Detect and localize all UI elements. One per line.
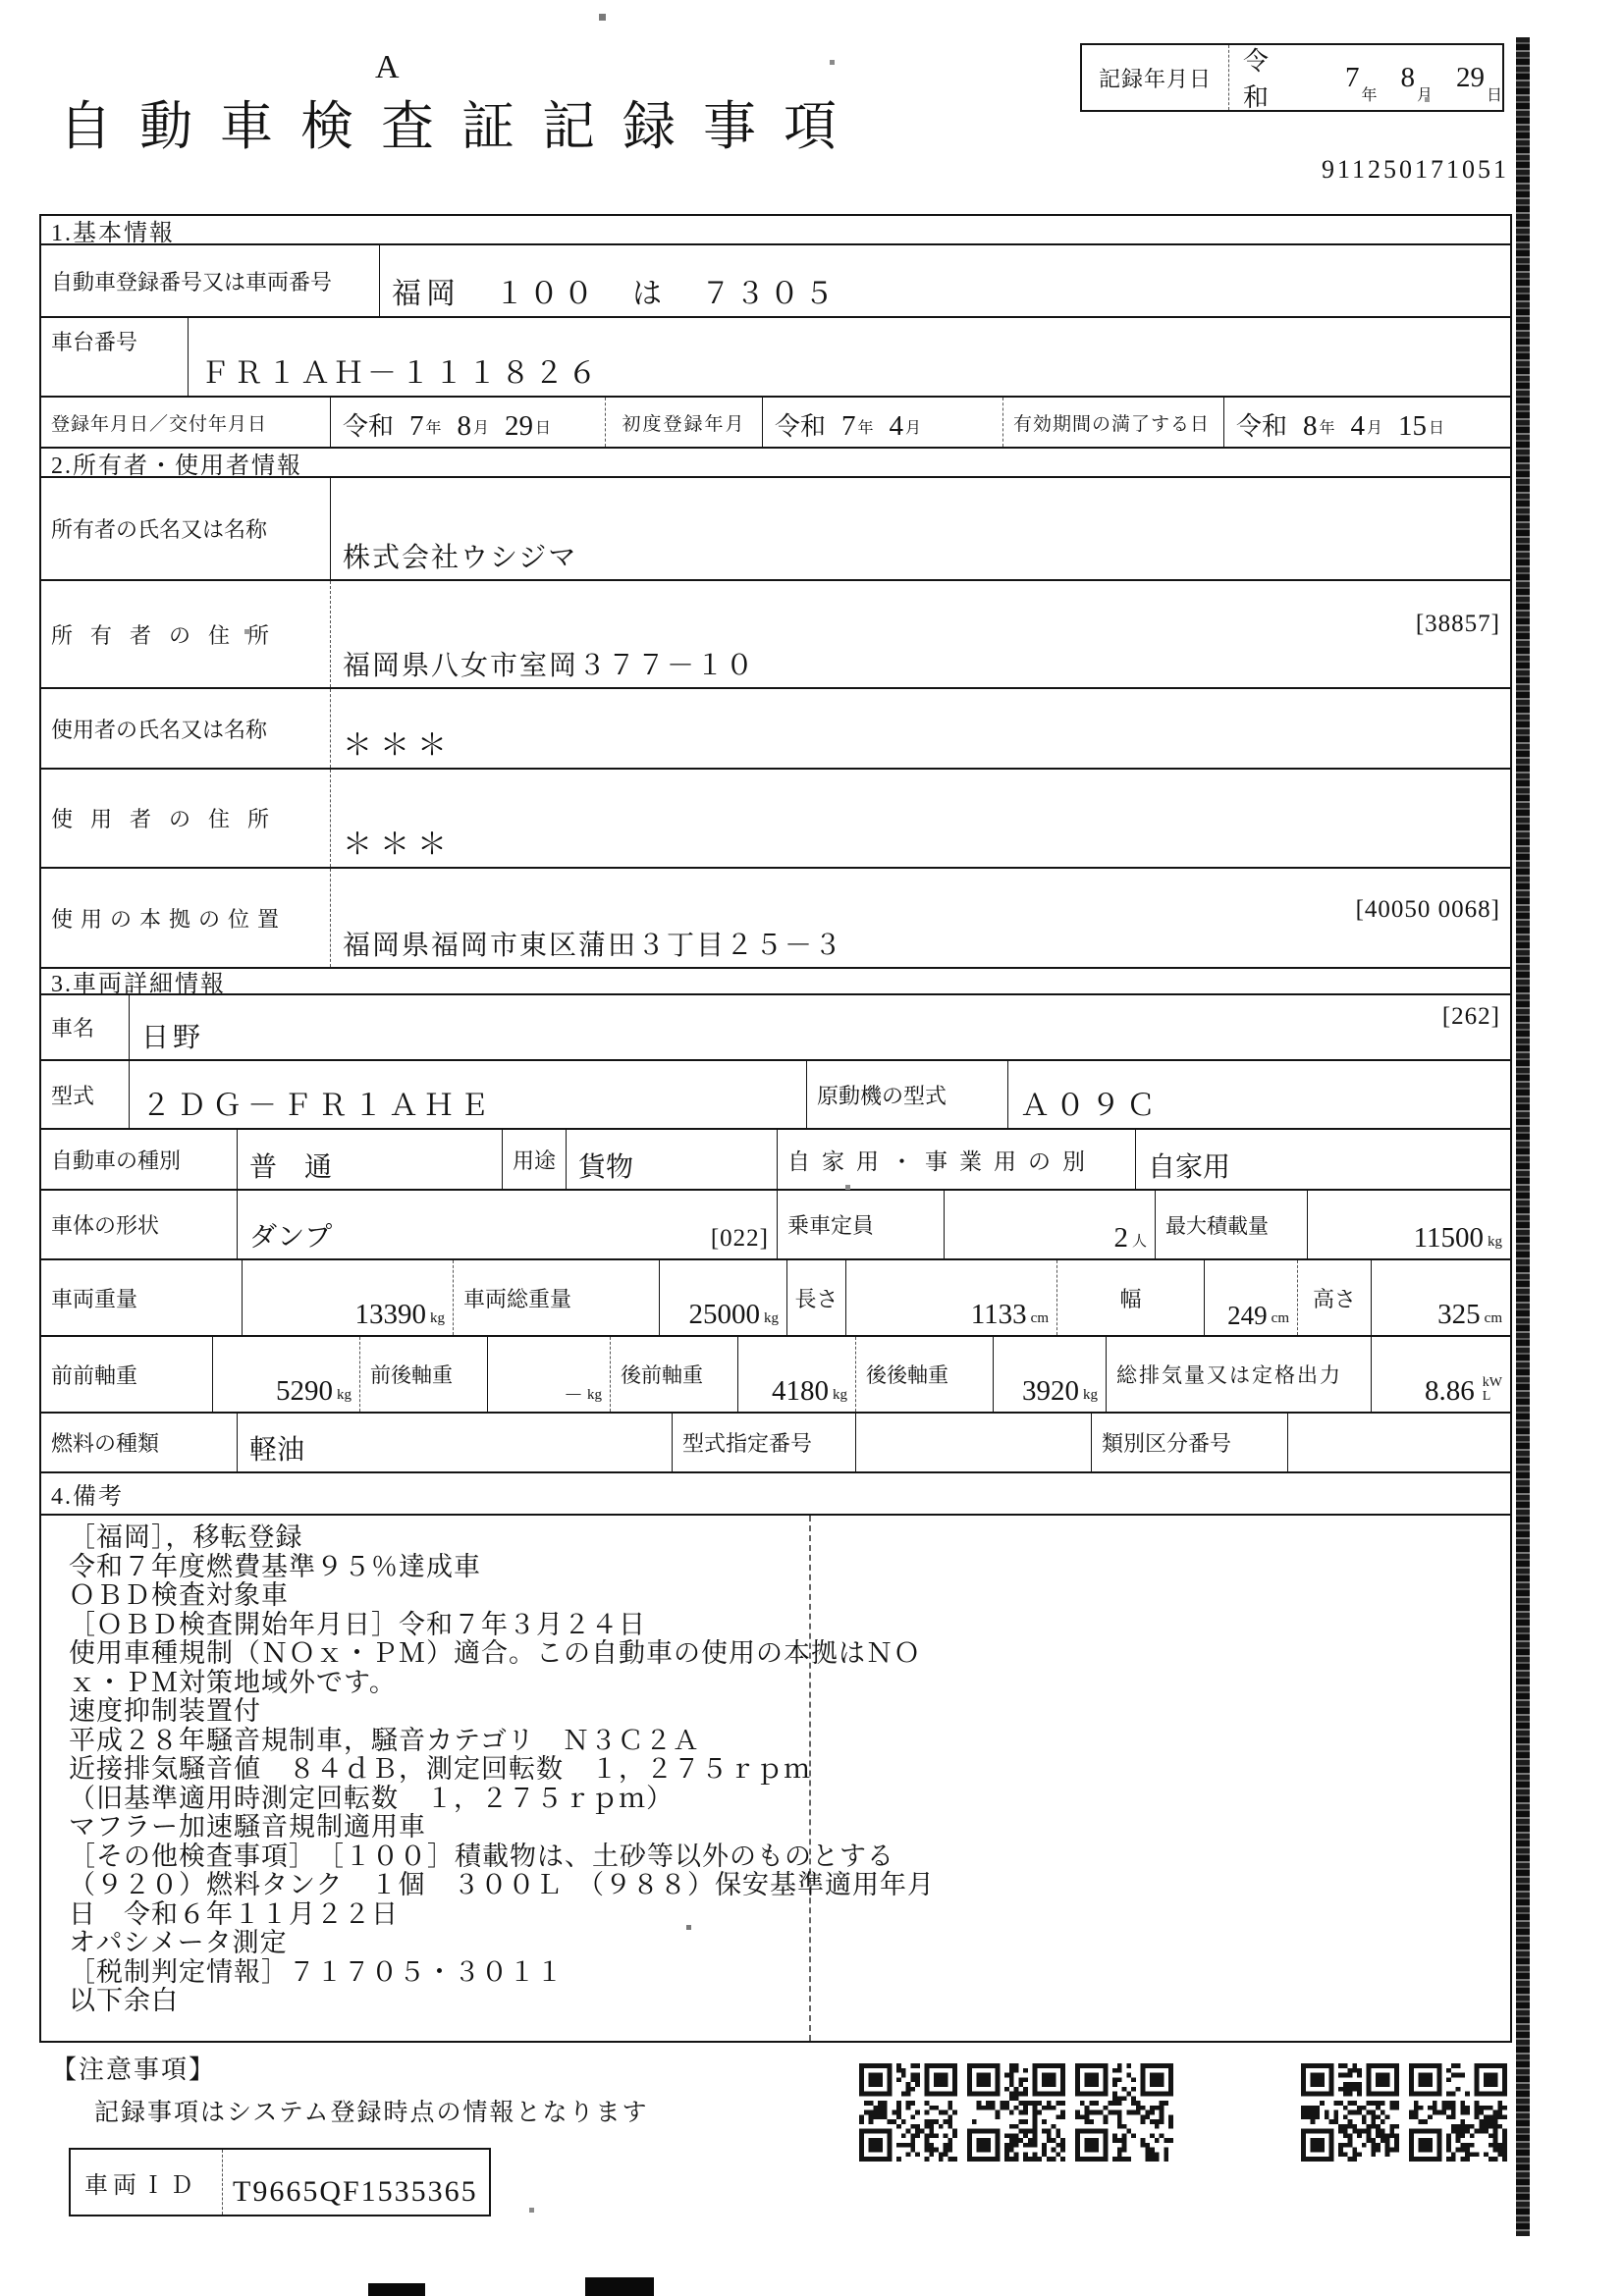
- kw-unit: kW: [1482, 1375, 1502, 1390]
- width-value: [1205, 1260, 1298, 1335]
- axle-front-front-label: 前前軸重: [41, 1337, 213, 1412]
- seating-capacity-number: 2: [1113, 1222, 1128, 1254]
- axle-front-front-value: [213, 1337, 360, 1412]
- liter-unit: L: [1482, 1389, 1491, 1404]
- owner-address-value: [331, 581, 1510, 687]
- axle-rear-rear-value: [994, 1337, 1107, 1412]
- section2-heading: 2.所有者・使用者情報: [41, 449, 1510, 478]
- model-label: 型式: [41, 1061, 130, 1128]
- gross-weight-value: [660, 1260, 787, 1335]
- classification-number-value: [1288, 1414, 1510, 1471]
- year-unit: 年: [425, 420, 442, 437]
- vehicle-id-box: [69, 2148, 491, 2216]
- remarks-lines: [69, 1523, 943, 2016]
- registration-number-row: [41, 245, 1510, 318]
- base-location-label: 使用の本拠の位置: [41, 869, 331, 967]
- day-unit: 日: [535, 420, 552, 437]
- remark-line: ［税制判定情報］７１７０５・３０１１: [69, 1956, 564, 1987]
- engine-model-value: Ａ０９Ｃ: [1020, 1090, 1162, 1122]
- owner-name-value: 株式会社ウシジマ: [343, 543, 578, 573]
- first-reg-month: 4: [889, 410, 904, 442]
- user-address-value: ＊＊＊: [343, 828, 455, 861]
- notice-text: 記録事項はシステム登録時点の情報となります: [94, 2100, 649, 2126]
- page-corner-mark: A: [375, 49, 400, 85]
- length-value: [846, 1260, 1057, 1335]
- day-unit: 日: [1429, 420, 1445, 437]
- vehicle-weight-value: [243, 1260, 454, 1335]
- body-shape-text: ダンプ: [249, 1222, 333, 1253]
- base-location-value: [331, 869, 1510, 967]
- year-unit: 年: [1319, 420, 1335, 437]
- qr-code: [967, 2063, 1065, 2162]
- body-shape-row: [41, 1191, 1510, 1260]
- weights-row: [41, 1260, 1510, 1337]
- remark-line: 速度抑制装置付: [69, 1696, 261, 1726]
- registration-number-label: 自動車登録番号又は車両番号: [41, 245, 380, 316]
- user-name-row: [41, 689, 1510, 770]
- remark-line: 令和７年度燃費基準９５％達成車: [69, 1551, 481, 1581]
- axle-rear-front-value: [738, 1337, 856, 1412]
- expiry-month: 4: [1350, 410, 1366, 442]
- document-number: 911250171051: [1321, 155, 1509, 184]
- max-load-label: 最大積載量: [1156, 1191, 1308, 1258]
- fuel-row: [41, 1414, 1510, 1473]
- expiry-date-label: 有効期間の満了する日: [1003, 398, 1224, 447]
- axle-rr-number: 3920: [1022, 1375, 1079, 1407]
- kg-unit: kg: [764, 1310, 779, 1326]
- displacement-number: 8.86: [1425, 1375, 1475, 1407]
- body-shape-label: 車体の形状: [41, 1191, 238, 1258]
- axle-rf-number: 4180: [772, 1375, 829, 1407]
- user-address-row: [41, 770, 1510, 869]
- remark-line: （９２０）燃料タンク １個 ３００Ｌ （９８８）保安基準適用年月日 令和６年１１月２２日: [69, 1870, 935, 1929]
- category-row: [41, 1130, 1510, 1191]
- month-unit: 月: [1367, 420, 1383, 437]
- base-location-text: 福岡県福岡市東区蒲田３丁目２５－３: [343, 931, 844, 961]
- classification-number-label: 類別区分番号: [1092, 1414, 1288, 1471]
- gross-weight-label: 車両総重量: [454, 1260, 660, 1335]
- vehicle-category-label: 自動車の種別: [41, 1130, 238, 1189]
- car-name-code: [262]: [1441, 1002, 1500, 1030]
- cm-unit: cm: [1484, 1310, 1502, 1326]
- width-label: 幅: [1057, 1260, 1205, 1335]
- reg-date-day: 29: [505, 410, 534, 442]
- remarks-box: [41, 1516, 1510, 2041]
- expiry-era: 令和: [1236, 412, 1288, 441]
- chassis-number-row: [41, 318, 1510, 398]
- owner-address-row: [41, 581, 1510, 689]
- kg-unit: kg: [430, 1310, 445, 1326]
- page-title: 自動車検査証記録事項: [59, 97, 864, 156]
- displacement-label: 総排気量又は定格出力: [1107, 1337, 1372, 1412]
- person-unit: 人: [1131, 1234, 1147, 1250]
- axle-rear-rear-label: 後後軸重: [856, 1337, 994, 1412]
- remark-line: ［福岡］，移転登録: [69, 1522, 303, 1552]
- month-unit: 月: [473, 420, 490, 437]
- first-reg-year: 7: [841, 410, 856, 442]
- axle-front-rear-label: 前後軸重: [360, 1337, 488, 1412]
- vehicle-weight-label: 車両重量: [41, 1260, 243, 1335]
- seating-capacity-label: 乗車定員: [778, 1191, 945, 1258]
- reg-date-era: 令和: [343, 412, 395, 441]
- record-date-value: [1229, 45, 1502, 110]
- first-registration-label: 初度登録年月: [606, 398, 763, 447]
- scan-noise-dots: [0, 0, 3, 3]
- remark-line: ［その他検査事項］ ［１００］積載物は、土砂等以外のものとする: [69, 1841, 894, 1871]
- user-name-value: ＊＊＊: [343, 729, 455, 762]
- remark-line: 近接排気騒音値 ８４ｄＢ，測定回転数 １，２７５ｒｐｍ: [69, 1754, 811, 1784]
- axle-fr-number: －: [564, 1385, 583, 1407]
- owner-name-label: 所有者の氏名又は名称: [41, 478, 331, 579]
- axle-front-rear-value: [488, 1337, 611, 1412]
- main-table: [39, 214, 1512, 2043]
- year-unit: 年: [1361, 87, 1378, 104]
- private-or-business-value: 自家用: [1148, 1152, 1231, 1183]
- vehicle-weight-number: 13390: [354, 1299, 426, 1330]
- remark-line: マフラー加速騒音規制適用車: [69, 1812, 426, 1842]
- axle-weights-row: [41, 1337, 1510, 1414]
- kg-unit: kg: [587, 1387, 602, 1403]
- owner-name-row: [41, 478, 1510, 581]
- registration-number-value: 福岡 １００ は ７３０５: [392, 278, 839, 310]
- type-designation-label: 型式指定番号: [673, 1414, 856, 1471]
- use-value: 貨物: [567, 1130, 778, 1189]
- height-number: 325: [1437, 1299, 1481, 1330]
- private-or-business-label: 自家用・事業用の別: [778, 1130, 1136, 1189]
- first-reg-era: 令和: [775, 412, 827, 441]
- record-date-label: 記録年月日: [1082, 45, 1229, 110]
- remark-line: ［ＯＢＤ検査開始年月日］令和７年３月２４日: [69, 1609, 646, 1639]
- reg-date-year: 7: [409, 410, 424, 442]
- remark-line: オパシメータ測定: [69, 1928, 288, 1957]
- remark-line: 使用車種規制（ＮＯｘ・ＰＭ）適合。この自動車の使用の本拠はＮＯｘ・ＰＭ対策地域外です。: [69, 1638, 921, 1697]
- qr-code: [1301, 2063, 1399, 2162]
- month-unit: 月: [1417, 87, 1434, 104]
- model-value: ２ＤＧ－ＦＲ１ＡＨＥ: [130, 1061, 807, 1128]
- width-number: 249: [1227, 1301, 1268, 1330]
- record-date-box: [1080, 43, 1504, 112]
- chassis-number-label: 車台番号: [41, 318, 189, 396]
- scan-smudge: [368, 2283, 425, 2296]
- axle-ff-number: 5290: [276, 1375, 333, 1407]
- body-shape-code: [022]: [710, 1225, 769, 1252]
- fuel-type-label: 燃料の種類: [41, 1414, 238, 1471]
- expiry-year: 8: [1303, 410, 1318, 442]
- remark-line: ＯＢＤ検査対象車: [69, 1580, 289, 1610]
- user-address-label: 使用者の住所: [41, 770, 331, 867]
- month-unit: 月: [905, 420, 922, 437]
- kg-unit: kg: [337, 1387, 352, 1403]
- car-name-value: [130, 995, 1510, 1059]
- kw-per-liter-unit: [1483, 1376, 1502, 1408]
- vehicle-category-value: 普 通: [238, 1130, 503, 1189]
- kg-unit: kg: [1083, 1387, 1098, 1403]
- owner-address-code: [38857]: [1415, 611, 1500, 638]
- first-registration-value: [763, 398, 1003, 447]
- remark-line: 以下余白: [69, 1986, 179, 2015]
- car-name-label: 車名: [41, 995, 130, 1059]
- section1-heading: 1.基本情報: [41, 216, 1510, 245]
- body-shape-value: [238, 1191, 778, 1258]
- year-unit: 年: [857, 420, 874, 437]
- expiry-day: 15: [1398, 410, 1428, 442]
- displacement-value: [1372, 1337, 1510, 1412]
- day-unit: 日: [1487, 87, 1503, 104]
- length-number: 1133: [970, 1299, 1027, 1330]
- gross-weight-number: 25000: [688, 1299, 760, 1330]
- owner-address-label: 所有者の住所: [41, 581, 331, 687]
- qr-code: [1075, 2063, 1173, 2162]
- model-row: [41, 1061, 1510, 1130]
- record-date-month: 8: [1400, 61, 1415, 93]
- chassis-number-value: ＦＲ１ＡＨ－１１１８２６: [200, 357, 601, 390]
- section3-heading: 3.車両詳細情報: [41, 969, 1510, 995]
- engine-model-label: 原動機の型式: [807, 1061, 1008, 1128]
- record-date-year: 7: [1344, 61, 1360, 93]
- registration-date-value: [331, 398, 606, 447]
- vehicle-id-label: 車両ＩＤ: [71, 2150, 223, 2215]
- fuel-type-value: 軽油: [238, 1414, 673, 1471]
- base-location-code: [40050 0068]: [1355, 896, 1500, 923]
- axle-rear-front-label: 後前軸重: [611, 1337, 738, 1412]
- car-name-text: 日野: [141, 1023, 205, 1053]
- remark-line: 平成２８年騒音規制車，騒音カテゴリ Ｎ３Ｃ２Ａ: [69, 1725, 700, 1755]
- qr-code: [859, 2063, 957, 2162]
- car-name-row: [41, 995, 1510, 1061]
- type-designation-value: [856, 1414, 1092, 1471]
- remark-line: （旧基準適用時測定回転数 １，２７５ｒｐｍ）: [69, 1783, 674, 1813]
- max-load-value: [1308, 1191, 1510, 1258]
- user-name-label: 使用者の氏名又は名称: [41, 689, 331, 768]
- cm-unit: cm: [1030, 1310, 1049, 1326]
- height-value: [1372, 1260, 1510, 1335]
- notice-heading: 【注意事項】: [51, 2056, 217, 2084]
- seating-capacity-value: [945, 1191, 1156, 1258]
- base-location-row: [41, 869, 1510, 969]
- use-label: 用途: [503, 1130, 567, 1189]
- section4-heading: 4.備考: [41, 1473, 1510, 1516]
- registration-date-label: 登録年月日／交付年月日: [41, 398, 331, 447]
- kg-unit: kg: [833, 1387, 847, 1403]
- scan-smudge: [585, 2277, 654, 2296]
- reg-date-month: 8: [457, 410, 472, 442]
- scan-edge-artifact: [1516, 37, 1530, 2236]
- owner-address-text: 福岡県八女市室岡３７７－１０: [343, 651, 756, 681]
- record-date-day: 29: [1456, 61, 1486, 93]
- record-date-era: 令和: [1243, 47, 1270, 112]
- dates-row: [41, 398, 1510, 449]
- length-label: 長さ: [787, 1260, 846, 1335]
- max-load-number: 11500: [1413, 1222, 1484, 1254]
- kg-unit: kg: [1488, 1234, 1502, 1250]
- height-label: 高さ: [1298, 1260, 1372, 1335]
- qr-code: [1409, 2063, 1507, 2162]
- expiry-date-value: [1224, 398, 1510, 447]
- vehicle-id-value: T9665QF1535365: [233, 2175, 478, 2208]
- cm-unit: cm: [1271, 1310, 1289, 1326]
